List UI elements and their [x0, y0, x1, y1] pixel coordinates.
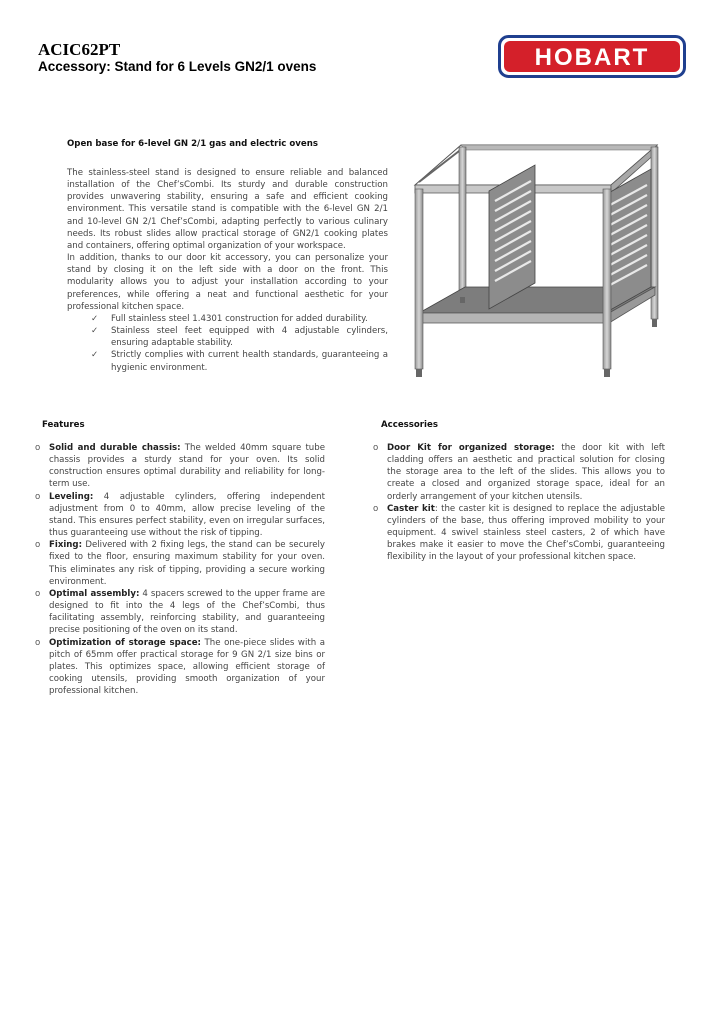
accessory-item: o Door Kit for organized storage: the door kit with left cladding offers an aesthetic and practical solution for closing the storage area to the left of the slides. This allows you to create a closed and organized storage space, ideal for an orderly arrangement of your kitchen utensils.	[373, 443, 665, 502]
feature-item: o Optimization of storage space: The one-piece slides with a pitch of 65mm offer practical storage for 9 GN 2/1 size bins or plates. This optimizes space, allowing efficient storage of cooking utensils, providing smooth organization of your professional kitchen.	[35, 637, 325, 697]
feature-item: o Fixing: Delivered with 2 fixing legs, the stand can be securely fixed to the floor, ensuring maximum stability for your oven. This eliminates any risk of tipping, providing a secure working environment.	[35, 540, 325, 587]
bullet-icon: o	[35, 637, 41, 648]
page-subtitle: Accessory: Stand for 6 Levels GN2/1 ovens	[38, 59, 317, 74]
bullet-icon: o	[35, 491, 41, 502]
bullet-icon: o	[35, 540, 41, 551]
intro-paragraph-2: In addition, thanks to our door kit accessory, you can personalize your stand by closing it on the left side with a door on the front. This modularity allows you to adjust your installation according to your preferences, while offering a neat and functional aesthetic for your professional kitchen space.	[67, 253, 388, 312]
check-item: ✓ Stainless steel feet equipped with 4 adjustable cylinders, ensuring adaptable stability.	[91, 326, 388, 349]
hobart-logo	[498, 35, 686, 78]
accessory-item: o Caster kit: the caster kit is designed to replace the adjustable cylinders of the base, thus offering improved mobility to your equipment. 4 swivel stainless steel casters, 2 of which have brakes make it easier to move the Chef’sCombi, guaranteeing flexibility in the layout of your professional kitchen space.	[373, 503, 665, 563]
product-code: ACIC62PT	[38, 40, 121, 59]
check-item: ✓ Strictly complies with current health standards, guaranteeing a hygienic environment.	[91, 350, 388, 373]
bullet-icon: o	[35, 588, 41, 599]
feature-item: o Solid and durable chassis: The welded 40mm square tube chassis provides a sturdy stand for your oven. Its solid construction ensures optimal durability and reliability for long-term use.	[35, 443, 325, 490]
accessories-list	[373, 442, 665, 564]
checkmark-icon: ✓	[91, 313, 99, 324]
stand-product-image	[405, 137, 673, 382]
intro-heading: Open base for 6-level GN 2/1 gas and electric ovens	[67, 139, 318, 149]
accessories-heading: Accessories	[381, 420, 438, 430]
check-item: ✓ Full stainless steel 1.4301 construction for added durability.	[91, 313, 368, 324]
checkmark-icon: ✓	[91, 350, 99, 361]
checkmark-icon: ✓	[91, 326, 99, 337]
bullet-icon: o	[373, 443, 379, 453]
intro-paragraph-1: The stainless-steel stand is designed to ensure reliable and balanced installation of the Chef’sCombi. Its sturdy and durable construction provides unwavering stability, ensuring a safe and efficient cooking environment. This versatile stand is compatible with the 6-level GN 2/1 and 10-level GN 2/1 Chef’sCombi, adapting perfectly to various culinary needs. Its robust slides allow practical storage of GN2/1 cooking plates and containers, offering optimal organization of your workspace.	[67, 168, 388, 251]
bullet-icon: o	[35, 443, 41, 453]
check-list	[67, 313, 388, 374]
features-heading: Features	[42, 420, 85, 430]
bullet-icon: o	[373, 503, 379, 514]
intro-description	[67, 167, 388, 374]
feature-item: o Leveling: 4 adjustable cylinders, offering independent adjustment from 0 to 40mm, allow precise leveling of the stand. This ensures perfect stability, even on irregular surfaces, thus guaranteeing use without the risk of tipping.	[35, 491, 325, 539]
features-list	[35, 442, 325, 697]
svg-text:HOBART: HOBART	[534, 44, 650, 71]
feature-item: o Optimal assembly: 4 spacers screwed to the upper frame are designed to fit into the 4 legs of the Chef’sCombi, thus facilitating assembly, reinforcing stability, and guaranteeing precise positioning of the oven on its stand.	[35, 588, 325, 636]
